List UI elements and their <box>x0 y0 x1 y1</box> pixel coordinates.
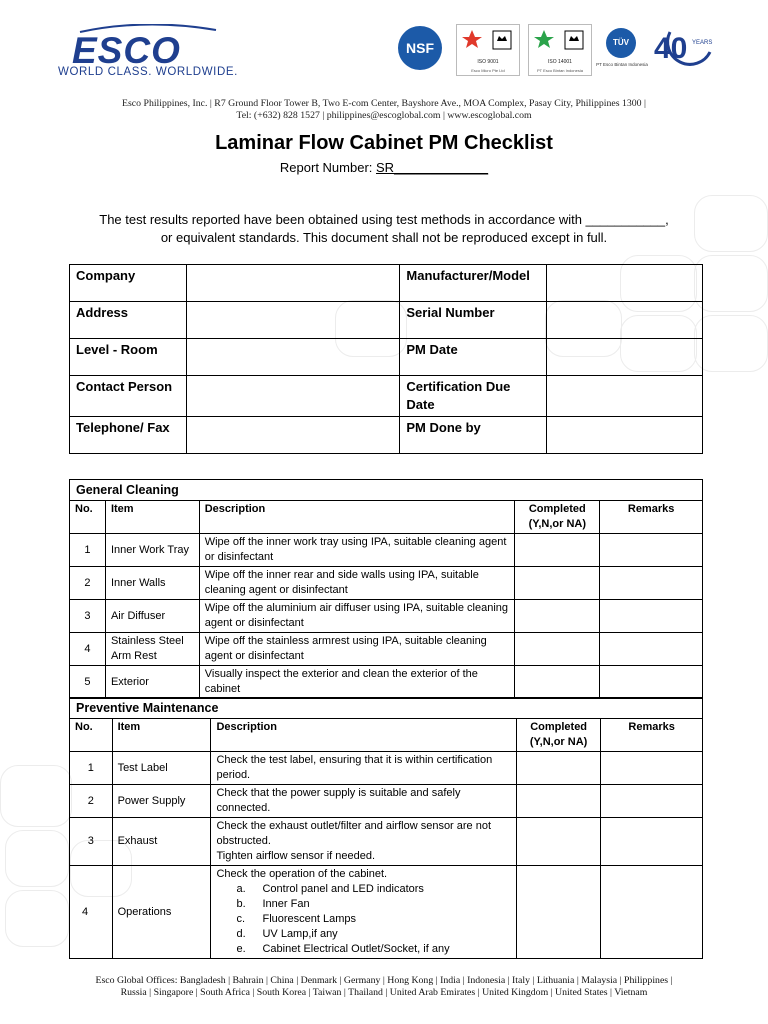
statement-line-2: or equivalent standards. This document shall not be reproduced except in full. <box>160 230 608 245</box>
info-label: Company <box>70 265 187 302</box>
row-description-line: Check the exhaust outlet/filter and airflow sensor are not obstructed. <box>216 820 492 847</box>
tuv-sub: PT Esco Bintan Indonesia <box>596 62 648 67</box>
col-header-item: Item <box>112 719 211 752</box>
page-title: Laminar Flow Cabinet PM Checklist <box>215 132 553 154</box>
footer-line-1: Esco Global Offices: Bangladesh | Bahrain | China | Denmark | Germany | Hong Kong | India | Indonesia | Italy | Lithuania | Malaysia | Philippines | <box>95 975 673 986</box>
general-cleaning-table <box>69 479 703 699</box>
report-number-value[interactable]: SR_____________ <box>376 160 489 175</box>
footer-line-2: Russia | Singapore | South Africa | South Korea | Taiwan | Thailand | United Arab Emirates | United Kingdom | United States | Vietnam <box>120 987 648 998</box>
list-marker: a. <box>236 883 246 895</box>
info-label: Manufacturer/Model <box>400 265 547 302</box>
iso-14001-cert <box>528 24 592 76</box>
table-row <box>70 752 703 785</box>
list-marker: d. <box>236 928 246 940</box>
table-row <box>70 785 703 818</box>
company-field[interactable] <box>186 265 399 302</box>
row-item: Inner Walls <box>105 567 199 600</box>
section-title: Preventive Maintenance <box>70 698 703 719</box>
row-item: Operations <box>112 866 211 959</box>
cert1-label: ISO 9001 <box>477 59 499 65</box>
table-row <box>70 866 703 959</box>
info-label: Address <box>70 302 187 339</box>
certification-due-date-field[interactable] <box>547 376 703 417</box>
column-header-row <box>70 501 703 534</box>
remarks-cell[interactable] <box>600 567 703 600</box>
address-field[interactable] <box>186 302 399 339</box>
col-header-remarks: Remarks <box>601 719 703 752</box>
column-header-row <box>70 719 703 752</box>
customer-info-table <box>69 264 703 454</box>
col-header-description: Description <box>199 501 515 534</box>
row-item: Stainless Steel Arm Rest <box>105 633 199 666</box>
row-number: 4 <box>70 866 113 959</box>
info-label: Certification Due Date <box>400 376 547 417</box>
row-item: Exhaust <box>112 818 211 866</box>
address-line-2: Tel: (+632) 828 1527 | philippines@escoglobal.com | www.escoglobal.com <box>236 110 532 121</box>
operations-checklist <box>216 882 510 957</box>
info-label: Serial Number <box>400 302 547 339</box>
table-row <box>70 534 703 567</box>
row-description-line: Tighten airflow sensor if needed. <box>216 850 376 862</box>
row-description: Check that the power supply is suitable and safely connected. <box>211 785 516 818</box>
serial-number-field[interactable] <box>547 302 703 339</box>
list-text: Inner Fan <box>262 898 310 910</box>
years-label: YEARS <box>692 40 713 46</box>
ukas-crown-icon <box>491 29 513 51</box>
row-description: Check the test label, ensuring that it is within certification period. <box>211 752 516 785</box>
info-label: Telephone/ Fax <box>70 417 187 454</box>
row-description: Wipe off the stainless armrest using IPA, suitable cleaning agent or disinfectant <box>199 633 515 666</box>
row-number: 2 <box>70 567 106 600</box>
row-number: 3 <box>70 818 113 866</box>
section-header-row <box>70 698 703 719</box>
manufacturer-model-field[interactable] <box>547 265 703 302</box>
list-marker: b. <box>236 898 246 910</box>
years-number: 40 <box>654 32 688 65</box>
completed-cell[interactable] <box>516 818 600 866</box>
report-number <box>0 160 768 175</box>
completed-cell[interactable] <box>515 567 600 600</box>
certification-logos <box>398 22 718 82</box>
tuv-logo: TÜV <box>606 28 636 58</box>
level-room-field[interactable] <box>186 339 399 376</box>
list-text: Cabinet Electrical Outlet/Socket, if any <box>262 943 450 955</box>
cert2-label: ISO 14001 <box>548 59 572 65</box>
list-item <box>236 927 510 942</box>
row-number: 1 <box>70 534 106 567</box>
info-label: PM Done by <box>400 417 547 454</box>
pm-done-by-field[interactable] <box>547 417 703 454</box>
completed-cell[interactable] <box>516 866 600 959</box>
col-header-description: Description <box>211 719 516 752</box>
remarks-cell[interactable] <box>601 785 703 818</box>
completed-cell[interactable] <box>515 633 600 666</box>
remarks-cell[interactable] <box>601 818 703 866</box>
col-header-remarks: Remarks <box>600 501 703 534</box>
pm-date-field[interactable] <box>547 339 703 376</box>
section-header-row <box>70 480 703 501</box>
list-marker: e. <box>236 943 246 955</box>
col-header-no: No. <box>70 719 113 752</box>
row-description <box>211 818 516 866</box>
remarks-cell[interactable] <box>600 666 703 699</box>
contact-person-field[interactable] <box>186 376 399 417</box>
cert2-sub: PT Esco Bintan Indonesia <box>537 68 583 73</box>
list-item <box>236 897 510 912</box>
remarks-cell[interactable] <box>601 752 703 785</box>
row-description: Visually inspect the exterior and clean the exterior of the cabinet <box>199 666 515 699</box>
row-description-line: Check the operation of the cabinet. <box>216 868 388 880</box>
info-label: Level - Room <box>70 339 187 376</box>
col-header-item: Item <box>105 501 199 534</box>
row-number: 3 <box>70 600 106 633</box>
table-row <box>70 600 703 633</box>
list-marker: c. <box>236 913 246 925</box>
preventive-maintenance-table <box>69 697 703 959</box>
row-item: Inner Work Tray <box>105 534 199 567</box>
row-number: 4 <box>70 633 106 666</box>
row-description: Wipe off the inner work tray using IPA, suitable cleaning agent or disinfectant <box>199 534 515 567</box>
row-description: Wipe off the aluminium air diffuser using IPA, suitable cleaning agent or disinfectant <box>199 600 515 633</box>
completed-cell[interactable] <box>515 666 600 699</box>
completed-cell[interactable] <box>516 752 600 785</box>
completed-cell[interactable] <box>515 534 600 567</box>
row-description: Wipe off the inner rear and side walls using IPA, suitable cleaning agent or disinfectant <box>199 567 515 600</box>
table-row <box>70 265 703 302</box>
table-row <box>70 302 703 339</box>
telephone-fax-field[interactable] <box>186 417 399 454</box>
table-row <box>70 417 703 454</box>
40-years-badge <box>650 22 716 78</box>
table-row <box>70 339 703 376</box>
list-text: Control panel and LED indicators <box>262 883 424 895</box>
cert1-sub: Esco Micro Pte Ltd <box>471 68 505 73</box>
completed-cell[interactable] <box>515 600 600 633</box>
ukas-crown-icon <box>563 29 585 51</box>
iso-9001-cert <box>456 24 520 76</box>
completed-cell[interactable] <box>516 785 600 818</box>
company-address <box>0 98 768 122</box>
row-item: Test Label <box>112 752 211 785</box>
esco-logo <box>58 24 288 84</box>
list-text: Fluorescent Lamps <box>262 913 357 925</box>
logo-text: ESCO <box>72 30 181 71</box>
row-item: Power Supply <box>112 785 211 818</box>
logo-tagline: WORLD CLASS. WORLDWIDE. <box>58 66 238 78</box>
remarks-cell[interactable] <box>600 534 703 567</box>
col-header-completed: Completed (Y,N,or NA) <box>516 719 600 752</box>
report-number-label: Report Number: <box>279 160 373 175</box>
table-row <box>70 567 703 600</box>
list-item <box>236 942 510 957</box>
iso-star-icon <box>533 29 555 49</box>
table-row <box>70 818 703 866</box>
info-label: PM Date <box>400 339 547 376</box>
row-description <box>211 866 516 959</box>
row-number: 2 <box>70 785 113 818</box>
table-row <box>70 633 703 666</box>
row-item: Exterior <box>105 666 199 699</box>
col-header-no: No. <box>70 501 106 534</box>
info-label: Contact Person <box>70 376 187 417</box>
remarks-cell[interactable] <box>600 600 703 633</box>
compliance-statement <box>60 211 708 247</box>
nsf-logo: NSF <box>398 26 442 70</box>
iso-star-icon <box>461 29 483 49</box>
remarks-cell[interactable] <box>600 633 703 666</box>
row-number: 5 <box>70 666 106 699</box>
row-number: 1 <box>70 752 113 785</box>
row-item: Air Diffuser <box>105 600 199 633</box>
address-line-1: Esco Philippines, Inc. | R7 Ground Floor Tower B, Two E-com Center, Bayshore Ave., MOA Complex, Pasay City, Philippines 1300 | <box>122 98 646 109</box>
table-row <box>70 666 703 699</box>
list-text: UV Lamp,if any <box>262 928 338 940</box>
list-item <box>236 912 510 927</box>
section-title: General Cleaning <box>70 480 703 501</box>
list-item <box>236 882 510 897</box>
table-row <box>70 376 703 417</box>
footer-offices <box>0 975 768 999</box>
remarks-cell[interactable] <box>601 866 703 959</box>
statement-line-1: The test results reported have been obtained using test methods in accordance with ___________, <box>99 212 669 227</box>
col-header-completed: Completed (Y,N,or NA) <box>515 501 600 534</box>
